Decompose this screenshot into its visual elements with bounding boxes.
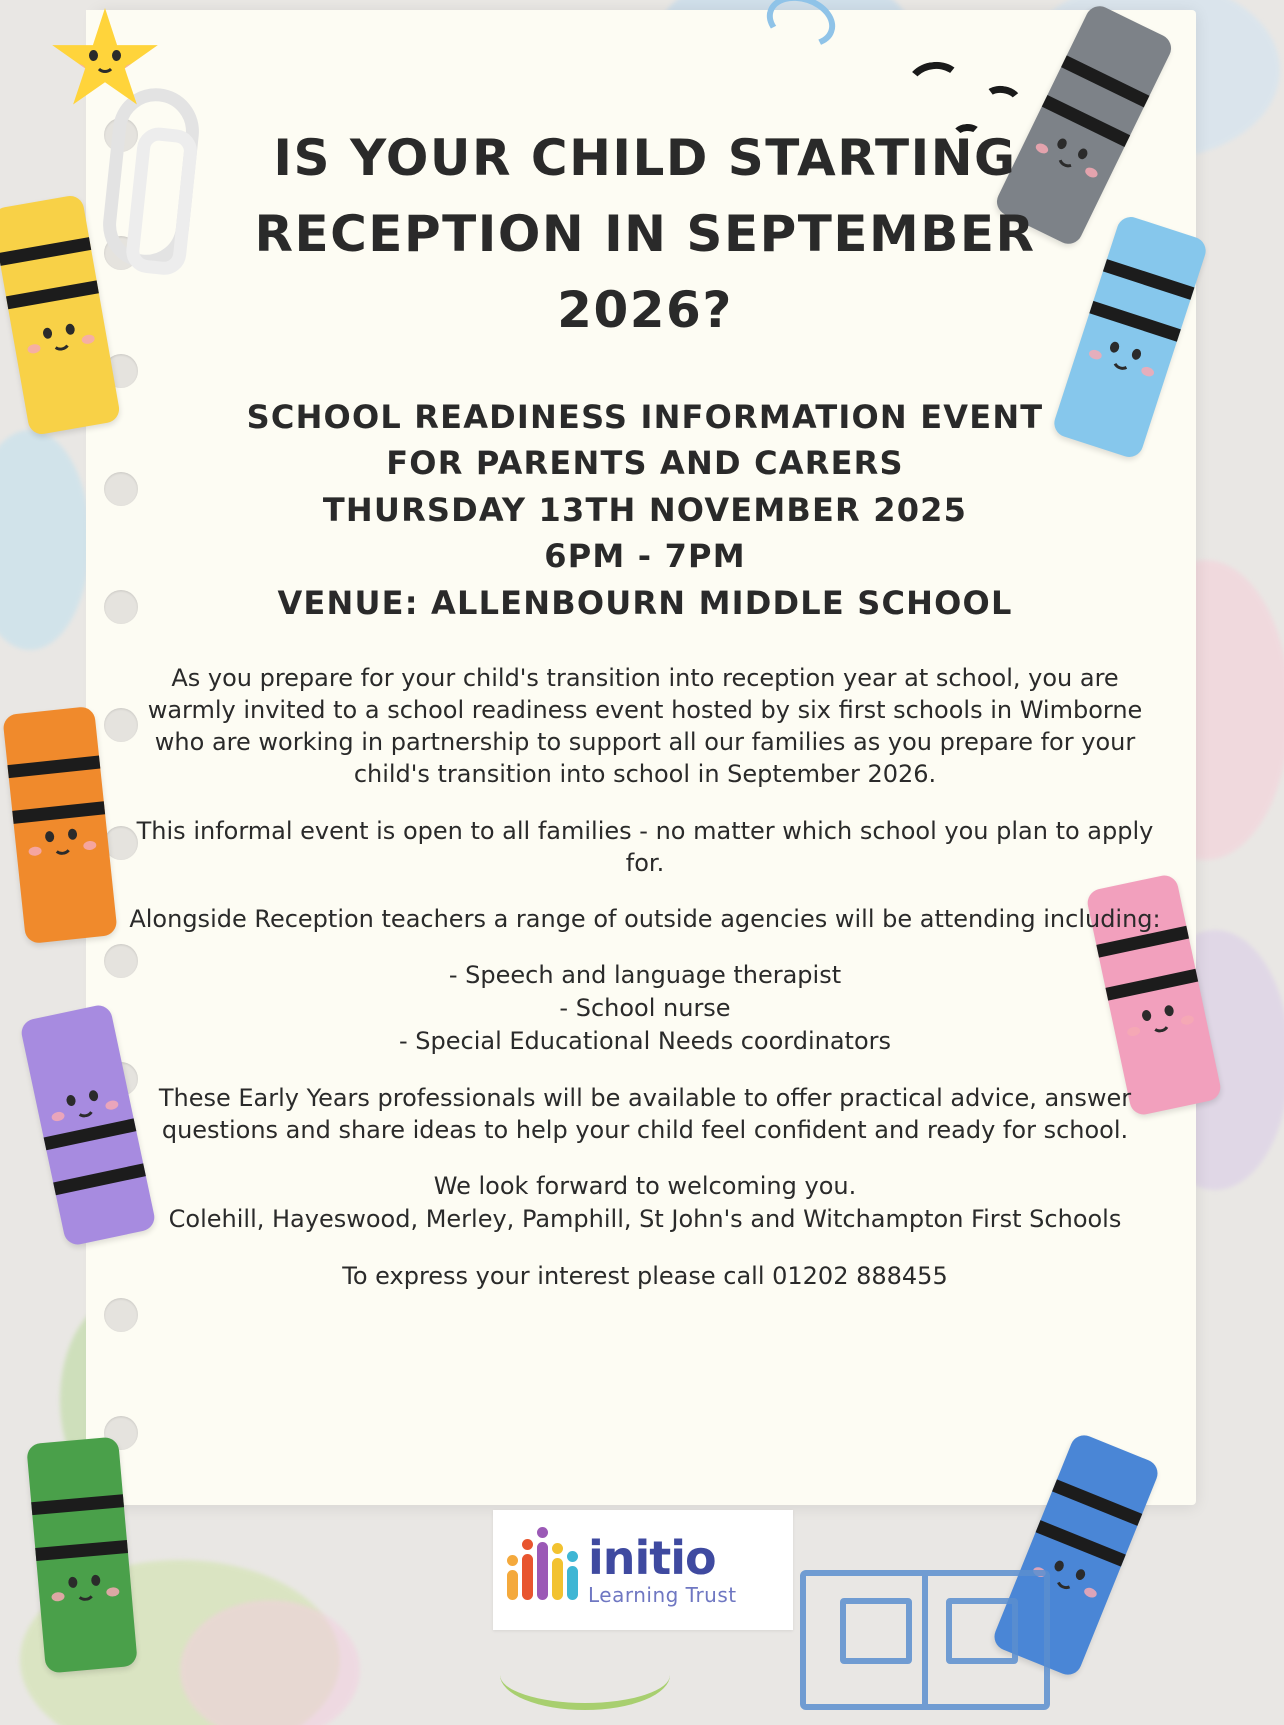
event-audience: FOR PARENTS AND CARERS (386, 444, 904, 483)
list-item: - Speech and language therapist (448, 961, 842, 990)
event-title-line: SCHOOL READINESS INFORMATION EVENT (246, 398, 1044, 436)
informal-paragraph: This informal event is open to all families - no matter which school you plan to apply for. (136, 816, 1154, 877)
logo (493, 1510, 793, 1630)
signoff-schools: Colehill, Hayeswood, Merley, Pamphill, St John's and Witchampton First Schools (168, 1204, 1122, 1233)
poster-content (120, 120, 1170, 1293)
professionals-paragraph: These Early Years professionals will be available to offer practical advice, answer questions and share ideas to help your child feel confident and ready for school. (158, 1083, 1132, 1144)
decor-wash-teal-left (0, 430, 90, 650)
event-date: THURSDAY 13TH NOVEMBER 2025 (322, 490, 968, 529)
initio-logo-icon (507, 1540, 578, 1600)
signoff-welcome: We look forward to welcoming you. (433, 1171, 857, 1200)
list-item: - School nurse (559, 993, 731, 1022)
grass-scribble-icon (500, 1640, 670, 1710)
logo-name: initio (588, 1531, 716, 1585)
event-details (120, 394, 1170, 626)
event-time: 6PM - 7PM (544, 537, 746, 576)
agencies-paragraph: Alongside Reception teachers a range of outside agencies will be attending including: (129, 904, 1161, 933)
logo-text (588, 1531, 737, 1607)
agency-list (120, 959, 1170, 1058)
page-title: IS YOUR CHILD STARTING RECEPTION IN SEPTEMBER 2026? (254, 129, 1036, 339)
book-sketch-icon (800, 1570, 1050, 1710)
intro-paragraph: As you prepare for your child's transition into reception year at school, you are warmly invited to a school readiness event hosted by six first schools in Wimborne who are working in partnership to support all our families as you prepare for your child's transition into school in September 2026. (147, 663, 1143, 789)
punch-hole-icon (104, 1298, 138, 1332)
decor-wash-pink-bottomleft (180, 1600, 360, 1725)
logo-subtitle: Learning Trust (588, 1583, 737, 1607)
list-item: - Special Educational Needs coordinators (398, 1026, 892, 1055)
event-venue: VENUE: ALLENBOURN MIDDLE SCHOOL (277, 583, 1013, 622)
contact-line: To express your interest please call 01202 888455 (342, 1261, 948, 1290)
signoff-block (120, 1170, 1170, 1236)
